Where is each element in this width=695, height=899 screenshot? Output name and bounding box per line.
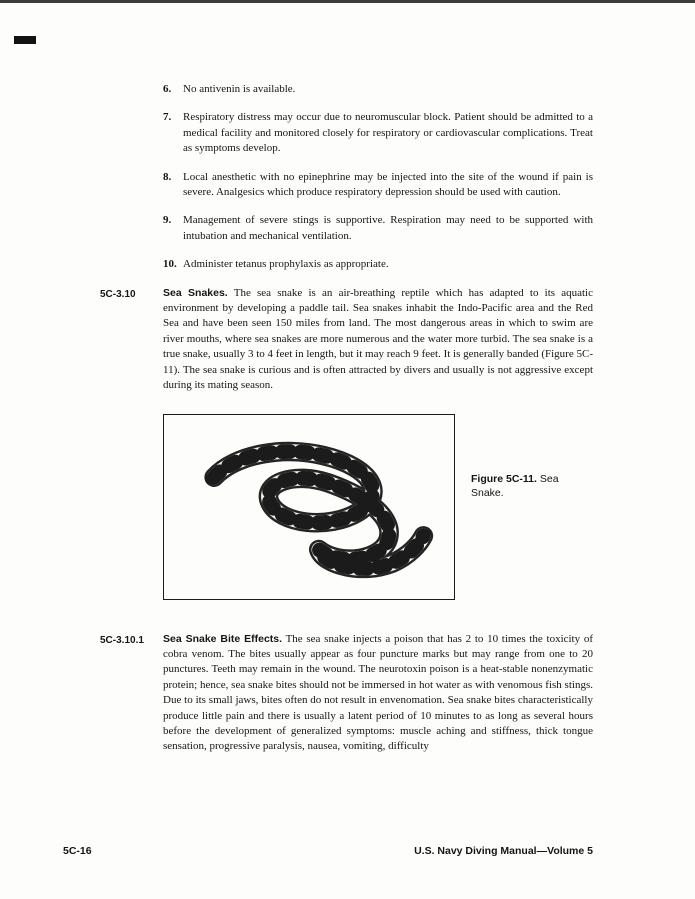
section-heading: Sea Snake Bite Effects.	[163, 632, 283, 645]
section-heading: Sea Snakes.	[163, 286, 228, 299]
scan-artifact-corner-mark	[14, 36, 36, 44]
section-body-text: The sea snake injects a poison that has 2 to 10 times the toxicity of cobra venom. The bites usually appear as four puncture marks but may range from one to 20 punctures. Teeth may remain in the wound. The neurotoxin poison is a heat-stable nonenzymatic protein; hence, sea snake bites should not be immersed in hot water as with venomous fish stings. Due to its small jaws, bites often do not result in envenomation. Sea snake bites characteristically produce little pain and there is usually a latent period of 10 minutes to as long as several hours before the development of generalized symptoms: muscle aching and stiffness, thick tongue sensation, progressive paralysis, nausea, vomiting, difficulty	[163, 632, 593, 753]
page-content	[100, 82, 593, 755]
scan-artifact-top-edge	[0, 0, 695, 3]
list-item-number: 10.	[163, 258, 177, 271]
list-item-9	[163, 213, 593, 244]
list-item-number: 6.	[163, 83, 172, 95]
figure-label: Figure 5C-11.	[471, 472, 537, 485]
list-item-text: No antivenin is available.	[183, 83, 296, 95]
list-item-6	[163, 82, 593, 97]
list-item-text: Administer tetanus prophylaxis as appropriate.	[183, 258, 389, 271]
list-item-number: 7.	[163, 111, 172, 124]
figure-5c-11	[163, 414, 593, 600]
section-sea-snakes	[100, 286, 593, 394]
figure-caption	[471, 414, 583, 600]
list-item-text: Respiratory distress may occur due to neuromuscular block. Patient should be admitted to a medical facility and monitored closely for respiratory or cardiovascular complications. Treat as symptoms develop.	[183, 111, 593, 155]
list-item-text: Local anesthetic with no epinephrine may be injected into the site of the wound if pain is severe. Analgesics which produce respiratory depression should be used with caution.	[183, 170, 593, 199]
section-body-text: The sea snake is an air-breathing reptile which has adapted to its aquatic environment by developing a paddle tail. Sea snakes inhabit the Indo-Pacific area and the Red Sea and have been seen 150 miles from land. The most dangerous areas in which to swim are river mouths, where sea snakes are more numerous and the water more turbid. The sea snake is a true snake, usually 3 to 4 feet in length, but it may reach 9 feet. It is generally banded (Figure 5C-11). The sea snake is curious and is often attracted by divers and usually is not aggressive except during its mating season.	[163, 286, 593, 392]
section-number: 5C-3.10.1	[100, 634, 144, 646]
list-item-10	[163, 257, 593, 272]
section-sea-snake-bite-effects	[100, 632, 593, 755]
list-item-number: 8.	[163, 170, 172, 183]
page-footer	[63, 845, 593, 857]
figure-caption-text: Sea Snake.	[471, 472, 559, 499]
manual-title: U.S. Navy Diving Manual—Volume 5	[414, 845, 593, 857]
list-item-7	[163, 110, 593, 156]
list-item-text: Management of severe stings is supportive. Respiration may need to be supported with intubation and mechanical ventilation.	[183, 214, 593, 242]
page-number: 5C-16	[63, 845, 92, 857]
numbered-list	[163, 82, 593, 273]
list-item-8	[163, 170, 593, 201]
section-number: 5C-3.10	[100, 288, 136, 300]
section-paragraph	[163, 632, 593, 755]
section-paragraph	[163, 286, 593, 394]
list-item-number: 9.	[163, 214, 172, 227]
sea-snake-illustration	[177, 426, 441, 588]
figure-image-frame	[163, 414, 455, 600]
